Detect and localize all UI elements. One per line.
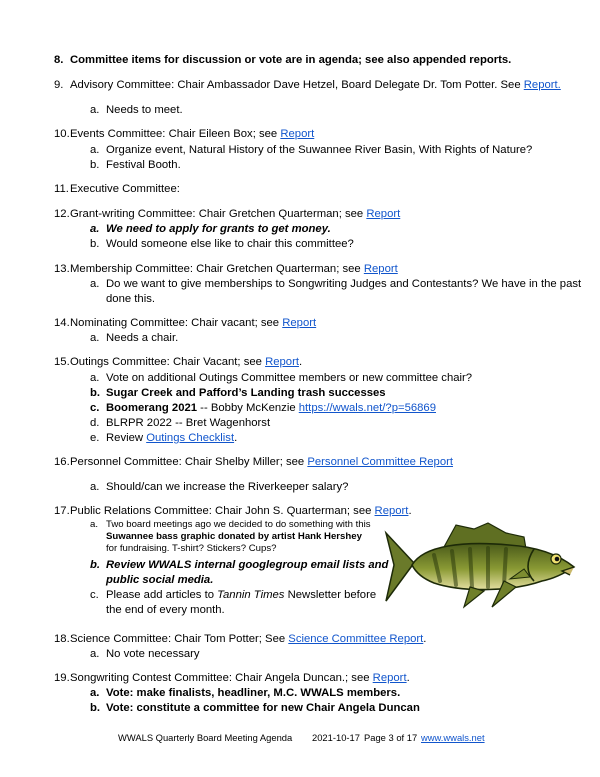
item-text: Executive Committee: — [70, 183, 180, 195]
item-text: Nominating Committee: Chair vacant; see — [70, 317, 283, 329]
report-link[interactable]: Report — [265, 356, 299, 368]
item-text: Personnel Committee: Chair Shelby Miller; see — [70, 456, 308, 468]
sub-text: Vote: make finalists, headliner, M.C. WWALS members. — [106, 687, 401, 699]
sub-text: BLRPR 2022 -- Bret Wagenhorst — [106, 417, 271, 429]
item-number: 12. — [54, 208, 70, 220]
sub-text: Review WWALS internal googlegroup email lists and — [106, 559, 389, 571]
item-number: 17. — [54, 505, 70, 517]
item-number: 16. — [54, 456, 70, 468]
sub-marker: a. — [90, 332, 100, 344]
report-link[interactable]: Report — [374, 505, 409, 517]
item-text: Events Committee: Chair Eileen Box; see — [70, 128, 281, 140]
report-link[interactable]: Report — [282, 317, 317, 329]
item-number: 18. — [54, 633, 70, 645]
punctuation: . — [423, 633, 427, 645]
item-text: Committee items for discussion or vote are in agenda; see also appended reports. — [70, 54, 512, 66]
sub-text: Festival Booth. — [106, 159, 181, 171]
sub-text: Newsletter before — [284, 589, 377, 601]
item-17a-cont — [106, 531, 362, 543]
sub-marker: a. — [90, 278, 100, 290]
sub-marker: e. — [90, 432, 100, 444]
sub-text: We need to apply for grants to get money. — [106, 223, 331, 235]
item-text: Advisory Committee: Chair Ambassador Dave Hetzel, Board Delegate Dr. Tom Potter. See — [70, 79, 524, 91]
item-number: 9. — [54, 79, 64, 91]
sub-text: Please add articles to — [106, 589, 218, 601]
sub-marker: c. — [90, 402, 100, 414]
sub-text: Needs a chair. — [106, 332, 179, 344]
sub-text: No vote necessary — [106, 648, 200, 660]
sub-marker: a. — [90, 372, 100, 384]
item-number: 19. — [54, 672, 70, 684]
sub-marker: a. — [90, 648, 100, 660]
sub-marker: d. — [90, 417, 100, 429]
sub-text: done this. — [106, 293, 155, 305]
item-text: Outings Committee: Chair Vacant; see — [70, 356, 266, 368]
punctuation: . — [234, 432, 238, 444]
item-number: 15. — [54, 356, 70, 368]
item-text: Science Committee: Chair Tom Potter; See — [70, 633, 289, 645]
sub-marker: b. — [90, 559, 101, 571]
item-text: Membership Committee: Chair Gretchen Quarterman; see — [70, 263, 364, 275]
item-text: Public Relations Committee: Chair John S. Quarterman; see — [70, 505, 375, 517]
sub-text: Organize event, Natural History of the Suwannee River Basin, With Rights of Nature? — [106, 144, 533, 156]
sub-marker: b. — [90, 238, 100, 250]
sub-text: Would someone else like to chair this committee? — [106, 238, 354, 250]
report-link[interactable]: Report — [372, 672, 407, 684]
sub-marker: b. — [90, 702, 101, 714]
sub-text: Do we want to give memberships to Songwriting Judges and Contestants? We have in the past — [106, 278, 582, 290]
item-text: Grant-writing Committee: Chair Gretchen Quarterman; see — [70, 208, 367, 220]
punctuation: . — [406, 672, 410, 684]
punctuation: . — [408, 505, 412, 517]
footer-site-link[interactable]: www.wwals.net — [421, 732, 485, 743]
personnel-report-link[interactable]: Personnel Committee Report — [307, 456, 454, 468]
item-17c-cont — [106, 603, 225, 617]
outings-checklist-link[interactable]: Outings Checklist — [146, 432, 235, 444]
sub-text: Needs to meet. — [106, 104, 183, 116]
sub-marker: a. — [90, 223, 100, 235]
item-number: 8. — [54, 54, 64, 66]
item-number: 13. — [54, 263, 70, 275]
sub-text: Suwannee bass graphic donated by artist Hank Hershey — [106, 531, 362, 542]
sub-marker: a. — [90, 104, 100, 116]
footer-date: 2021-10-17 — [312, 732, 360, 743]
sub-marker: a. — [90, 481, 100, 493]
item-number: 11. — [54, 183, 69, 195]
sub-text: the end of every month. — [106, 604, 225, 616]
science-report-link[interactable]: Science Committee Report — [288, 633, 424, 645]
sub-marker: a. — [90, 144, 100, 156]
punctuation: . — [298, 356, 303, 368]
sub-marker: a. — [90, 519, 99, 530]
sub-text: public social media. — [106, 574, 214, 586]
sub-marker: b. — [90, 387, 101, 399]
sub-text: Sugar Creek and Pafford’s Landing trash successes — [106, 387, 386, 399]
sub-text: for fundraising. T-shirt? Stickers? Cups? — [106, 543, 277, 554]
item-17b-cont — [106, 573, 213, 587]
footer-title: WWALS Quarterly Board Meeting Agenda — [118, 732, 293, 743]
sub-text: Two board meetings ago we decided to do something with this — [106, 519, 371, 530]
item-13a-cont — [106, 292, 155, 306]
newsletter-name: Tannin Times — [217, 589, 285, 601]
sub-text: Review — [106, 432, 147, 444]
sub-marker: c. — [90, 589, 99, 601]
sub-marker: b. — [90, 159, 100, 171]
sub-marker: a. — [90, 687, 100, 699]
suwannee-bass-illustration — [384, 515, 584, 615]
footer-page-number: Page 3 of 17 — [364, 732, 418, 743]
report-link[interactable]: Report — [280, 128, 315, 140]
report-link[interactable]: Report — [366, 208, 401, 220]
report-link[interactable]: Report. — [523, 79, 561, 91]
sub-text: Should/can we increase the Riverkeeper salary? — [106, 481, 349, 493]
item-number: 14. — [54, 317, 70, 329]
item-number: 10. — [54, 128, 70, 140]
item-17a-cont2 — [106, 543, 276, 555]
boomerang-link[interactable]: https://wwals.net/?p=56869 — [298, 402, 436, 414]
sub-text: Boomerang 2021 — [106, 402, 198, 414]
sub-text: -- Bobby McKenzie — [197, 402, 299, 414]
report-link[interactable]: Report — [363, 263, 398, 275]
sub-text: Vote: constitute a committee for new Chair Angela Duncan — [106, 702, 420, 714]
item-text: Songwriting Contest Committee: Chair Angela Duncan.; see — [70, 672, 373, 684]
sub-text: Vote on additional Outings Committee members or new committee chair? — [106, 372, 473, 384]
